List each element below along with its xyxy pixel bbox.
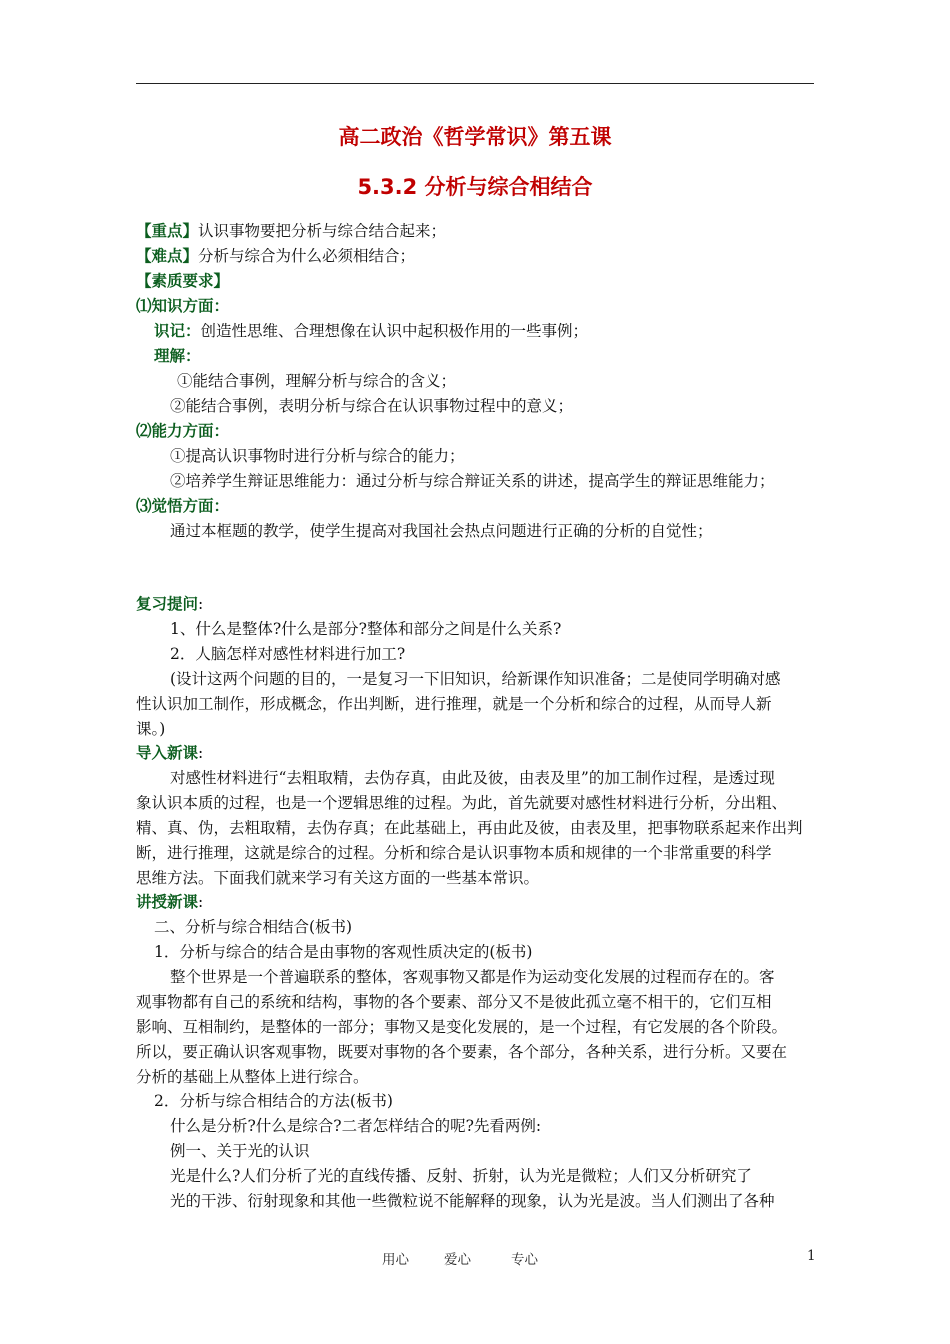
lecture-paragraph-line: 整个世界是一个普遍联系的整体，客观事物又都是作为运动变化发展的过程而存在的。客 (170, 968, 775, 986)
ability-heading: ⑵能力方面： (136, 422, 230, 440)
lecture-heading-line (136, 892, 203, 912)
focus-label: 【重点】 (136, 222, 199, 240)
intro-heading: 导入新课 (136, 744, 199, 762)
ability-item-1: ①提高认识事物时进行分析与综合的能力； (170, 447, 465, 465)
intro-paragraph-line: 精、真、伪，去粗取精，去伪存真；在此基础上，再由此及彼，由表及里，把事物联系起来作出判 (136, 819, 803, 837)
lecture-paragraph-line: 观事物都有自己的系统和结构，事物的各个要素、部分又不是彼此孤立毫不相干的，它们互相 (136, 993, 772, 1011)
knowledge-heading: ⑴知识方面： (136, 297, 230, 315)
intro-paragraph-line: 思维方法。下面我们就来学习有关这方面的一些基本常识。 (136, 869, 540, 887)
understand-item-2: ②能结合事例，表明分析与综合在认识事物过程中的意义； (170, 397, 574, 415)
review-colon: : (198, 595, 204, 613)
example-1-line: 光是什么?人们分析了光的直线传播、反射、折射，认为光是微粒；人们又分析研究了 (170, 1167, 752, 1185)
lecture-paragraph-line: 影响、互相制约，是整体的一部分；事物又是变化发展的，是一个过程，有它发展的各个阶段。 (136, 1018, 788, 1036)
lecture-heading: 讲授新课 (136, 893, 199, 911)
understand-item-1: ①能结合事例，理解分析与综合的含义； (177, 372, 457, 390)
focus-text: 认识事物要把分析与综合结合起来； (198, 222, 447, 240)
review-heading: 复习提问 (136, 595, 199, 613)
intro-paragraph-line: 象认识本质的过程，也是一个逻辑思维的过程。为此，首先就要对感性材料进行分析，分出粗、 (136, 794, 788, 812)
lecture-section: 二、分析与综合相结合(板书) (154, 918, 353, 936)
lecture-paragraph-line: 分析的基础上从整体上进行综合。 (136, 1068, 369, 1086)
footer-motto-3: 专心 (511, 1252, 538, 1268)
difficulty-text: 分析与综合为什么必须相结合； (198, 247, 416, 265)
ability-item-2: ②培养学生辩证思维能力：通过分析与综合辩证关系的讲述，提高学生的辩证思维能力； (170, 472, 775, 490)
review-note-line: 性认识加工制作，形成概念，作出判断，进行推理，就是一个分析和综合的过程，从而导人新 (136, 695, 772, 713)
footer-motto-2: 爱心 (444, 1252, 471, 1268)
memorize-line (154, 321, 588, 341)
review-heading-line (136, 594, 203, 614)
page-title: 高二政治《哲学常识》第五课 (338, 125, 612, 149)
memorize-label: 识记： (154, 322, 201, 340)
lecture-paragraph-line: 所以，要正确认识客观事物，既要对事物的各个要素，各个部分，各种关系，进行分析。又要在 (136, 1043, 788, 1061)
footer-motto-1: 用心 (382, 1252, 409, 1268)
lecture-question: 什么是分析?什么是综合?二者怎样结合的呢?先看两例: (170, 1117, 542, 1135)
review-question-2: 2．人脑怎样对感性材料进行加工? (170, 645, 406, 663)
review-note-line: 课。) (136, 720, 166, 738)
intro-heading-line (136, 743, 203, 763)
review-note-line: (设计这两个问题的目的，一是复习一下旧知识，给新课作知识准备；二是使同学明确对感 (170, 670, 781, 688)
lecture-colon: : (198, 893, 204, 911)
review-question-1: 1、什么是整体?什么是部分?整体和部分之间是什么关系? (170, 620, 562, 638)
understand-label: 理解： (154, 347, 201, 365)
lecture-point-2-heading: 2．分析与综合相结合的方法(板书) (154, 1092, 393, 1110)
focus-line (136, 221, 446, 241)
intro-paragraph-line: 对感性材料进行“去粗取精，去伪存真，由此及彼，由表及里”的加工制作过程，是透过现 (170, 769, 775, 787)
awareness-heading: ⑶觉悟方面： (136, 497, 230, 515)
memorize-text: 创造性思维、合理想像在认识中起积极作用的一些事例； (200, 322, 589, 340)
intro-paragraph-line: 断，进行推理，这就是综合的过程。分析和综合是认识事物本质和规律的一个非常重要的科学 (136, 844, 772, 862)
header-rule (136, 83, 814, 84)
quality-heading: 【素质要求】 (136, 272, 230, 290)
intro-colon: : (198, 744, 204, 762)
example-1-title: 例一、关于光的认识 (170, 1142, 310, 1160)
page-number: 1 (807, 1248, 816, 1264)
page-subtitle: 5.3.2 分析与综合相结合 (357, 175, 593, 199)
example-1-line: 光的干涉、衍射现象和其他一些微粒说不能解释的现象，认为光是波。当人们测出了各种 (170, 1192, 775, 1210)
lecture-point-1-heading: 1．分析与综合的结合是由事物的客观性质决定的(板书) (154, 943, 533, 961)
awareness-text: 通过本框题的教学，使学生提高对我国社会热点问题进行正确的分析的自觉性； (170, 522, 713, 540)
difficulty-label: 【难点】 (136, 247, 199, 265)
difficulty-line (136, 246, 415, 266)
